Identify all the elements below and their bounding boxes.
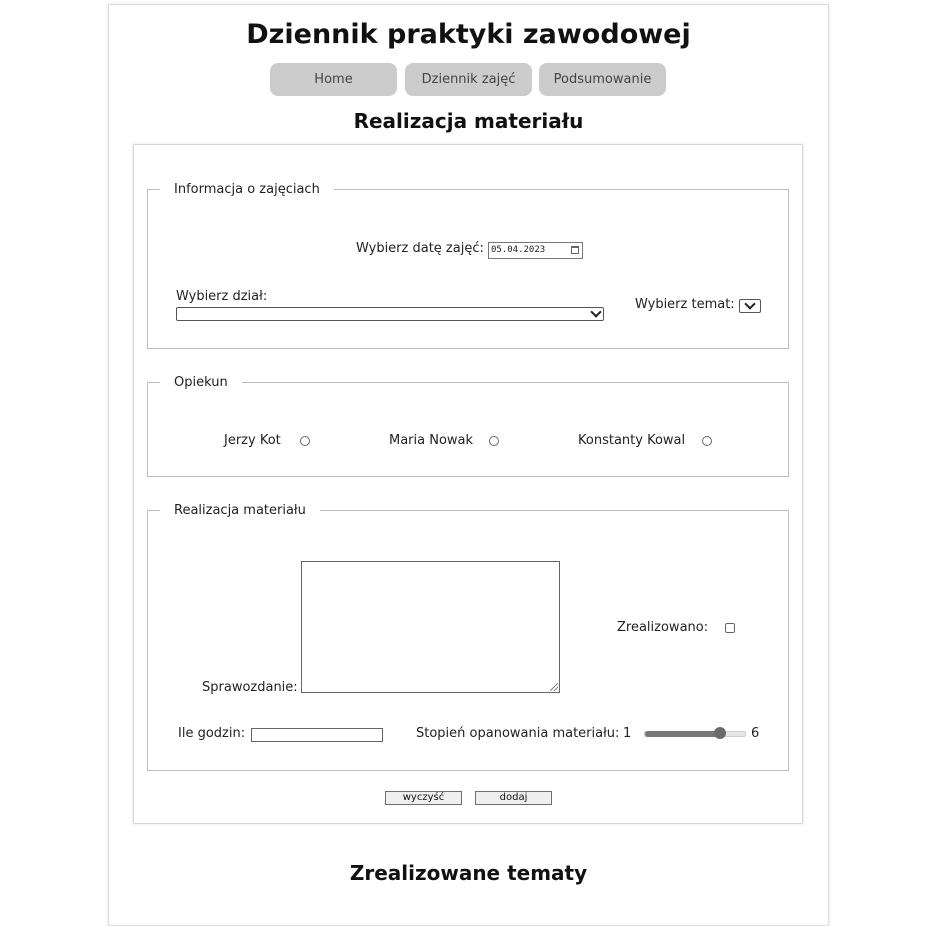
nav-podsumowanie-button[interactable]: Podsumowanie [539,63,666,96]
nav-dziennik-button[interactable]: Dziennik zajęć [405,63,532,96]
opiekun-radio-konstanty-kowal[interactable] [702,436,712,446]
done-label: Zrealizowano: [617,620,709,635]
date-input[interactable] [488,242,583,259]
chevron-down-icon [590,306,601,317]
hours-label: Ile godzin: [178,726,246,741]
temat-select[interactable] [739,299,761,313]
nav-home-button[interactable]: Home [270,63,397,96]
opiekun-radio-maria-nowak[interactable] [489,436,499,446]
opiekun-legend: Opiekun [174,375,228,390]
mastery-slider-thumb[interactable] [714,727,726,739]
dzial-label: Wybierz dział: [176,289,268,304]
chevron-down-icon [744,298,755,309]
dzial-select[interactable] [176,307,604,321]
date-label: Wybierz datę zajęć: [356,241,484,256]
info-legend: Informacja o zajęciach [174,182,320,197]
report-textarea[interactable] [301,561,560,693]
slider-max-label: 6 [751,726,760,741]
realizacja-legend: Realizacja materiału [174,503,306,518]
info-fieldset [147,182,789,349]
opiekun-option-label: Maria Nowak [389,433,474,448]
mastery-label: Stopień opanowania materiału: [416,726,620,741]
opiekun-option-label: Jerzy Kot [224,433,281,448]
section-title: Realizacja materiału [353,109,584,133]
report-label: Sprawozdanie: [202,680,298,695]
temat-label: Wybierz temat: [635,297,735,312]
date-value: 05.04.2023 [491,245,546,255]
add-button[interactable]: dodaj [475,791,552,805]
opiekun-option-label: Konstanty Kowal [578,433,686,448]
mastery-slider-fill [645,731,720,737]
form-card [133,144,803,824]
page-title: Dziennik praktyki zawodowej [246,19,691,50]
page-container [108,4,829,926]
calendar-icon[interactable] [571,246,579,254]
done-checkbox[interactable] [725,623,735,633]
completed-topics-title: Zrealizowane tematy [349,861,588,885]
slider-min-label: 1 [623,726,632,741]
hours-input[interactable] [251,728,383,742]
opiekun-radio-jerzy-kot[interactable] [300,436,310,446]
opiekun-fieldset [147,375,789,477]
clear-button[interactable]: wyczyść [385,791,462,805]
mastery-slider[interactable] [644,731,746,737]
resize-handle-icon[interactable] [550,683,558,691]
